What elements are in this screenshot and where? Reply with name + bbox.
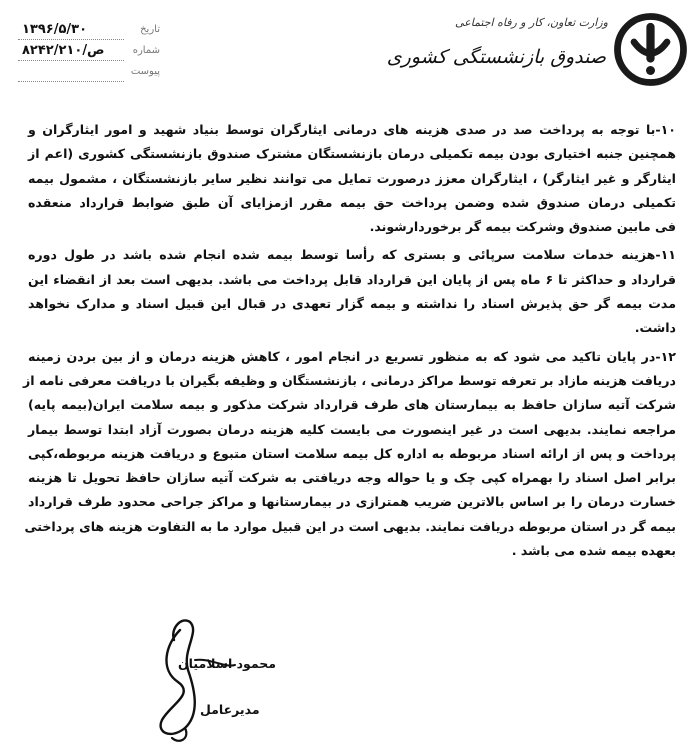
- letter-body: [23, 118, 676, 567]
- fund-logo-icon: [613, 12, 688, 87]
- handwritten-signature-icon: [140, 610, 290, 750]
- text-line: همچنین جنبه اختیاری بودن بیمه تکمیلی درمان بازنشستگان مشترک صندوق بازنشستگی کشوری (اعم از: [28, 146, 676, 162]
- date-label: تاریخ: [140, 24, 160, 35]
- ministry-name: وزارت تعاون، کار و رفاه اجتماعی: [454, 16, 608, 29]
- text-line: فی مابین صندوق وشرکت بیمه گر برخوردارشوند.: [369, 219, 676, 235]
- letterhead: [386, 8, 688, 88]
- date-row: [10, 22, 160, 43]
- paragraph-12: [23, 345, 676, 564]
- number-value: ۸۲۴۲/ص/۲۱۰: [22, 43, 105, 58]
- text-line: ایثارگر و غیر ایثارگر) ، ایثارگران معزز درصورت تمایل می توانند نظیر سایر بازنشستگان ، مشمول بیمه: [28, 170, 676, 186]
- number-label: شماره: [132, 45, 160, 56]
- attachment-label: پیوست: [130, 66, 160, 77]
- signatory-title: مدیرعامل: [200, 702, 260, 717]
- text-line: قرارداد و حداکثر تا ۶ ماه پس از پایان این قرارداد قابل پرداخت می باشد. بدیهی است بعد از انقضاء این: [28, 271, 676, 287]
- number-row: [10, 43, 160, 64]
- text-line: بیمه گر در استان مربوطه دریافت نمایند. بدیهی است در این قبیل موارد ما به التفاوت هزینه های پرداختی: [24, 518, 676, 534]
- text-line: داشت.: [634, 320, 676, 336]
- attachment-row: [10, 64, 160, 85]
- text-line: ۱۱-هزینه خدمات سلامت سرپائی و بستری که رأسا توسط بیمه شده انجام شده باشد در طول دوره: [28, 247, 676, 263]
- signatory-name: محمود اسلامیان: [178, 656, 277, 671]
- text-line: ۱۲-در پایان تاکید می شود که به منظور تسریع در انجام امور ، کاهش هزینه درمان و از بین بردن زمینه: [28, 348, 676, 364]
- text-line: بعهده بیمه شده می باشد .: [511, 543, 676, 559]
- text-line: مدت بیمه گر حق پذیرش اسناد را نداشته و بیمه گزار تعهدی در قبال این قبیل اسناد و مدارک نخواهد: [28, 296, 676, 312]
- fund-name: صندوق بازنشستگی کشوری: [386, 46, 606, 68]
- paragraph-11: [28, 243, 676, 340]
- text-line: تکمیلی درمان صندوق شده وضمن پرداخت حق بیمه مقرر ازمزایای آن طبق ضوابط قرارداد منعقده: [28, 194, 676, 210]
- signature: [140, 610, 290, 750]
- text-line: ۱۰-با توجه به پرداخت صد در صدی هزینه های درمانی ایثارگران توسط بنیاد شهید و امور ایثارگران و: [28, 122, 676, 137]
- text-line: برابر اصل اسناد را بهمراه کپی چک و یا حواله وجه دریافتی به شرکت آتیه سازان حافظ تحویل تا هزینه: [28, 470, 676, 486]
- text-line: خسارت درمان را بر اساس بالاترین ضریب همترازی در بیمارستانها و مراکز جراحی محدود طرف قرارداد: [28, 494, 676, 510]
- date-value: ۱۳۹۶/۵/۳۰: [22, 22, 88, 37]
- paragraph-10: [28, 118, 676, 239]
- text-line: دریافت هزینه مازاد بر تعرفه توسط مراکز درمانی ، بازنشستگان و وظیفه بگیران با دریافت معرفی نامه از: [23, 372, 676, 388]
- text-line: پرداخت و پس از ارائه اسناد مربوطه به اداره کل بیمه سلامت استان متبوع و دریافت هزینه مربوطه،کپی: [28, 445, 676, 461]
- letter-meta: [10, 22, 160, 85]
- text-line: شرکت آتیه سازان حافظ به بیمارستان های طرف قرارداد شرکت مذکور و بیمه سلامت ایران(بیمه پایه): [28, 397, 676, 413]
- text-line: مراجعه نمایند. بدیهی است در غیر اینصورت می بایست کلیه هزینه درمان بصورت آزاد ابتدا توسط بیمار: [28, 421, 676, 437]
